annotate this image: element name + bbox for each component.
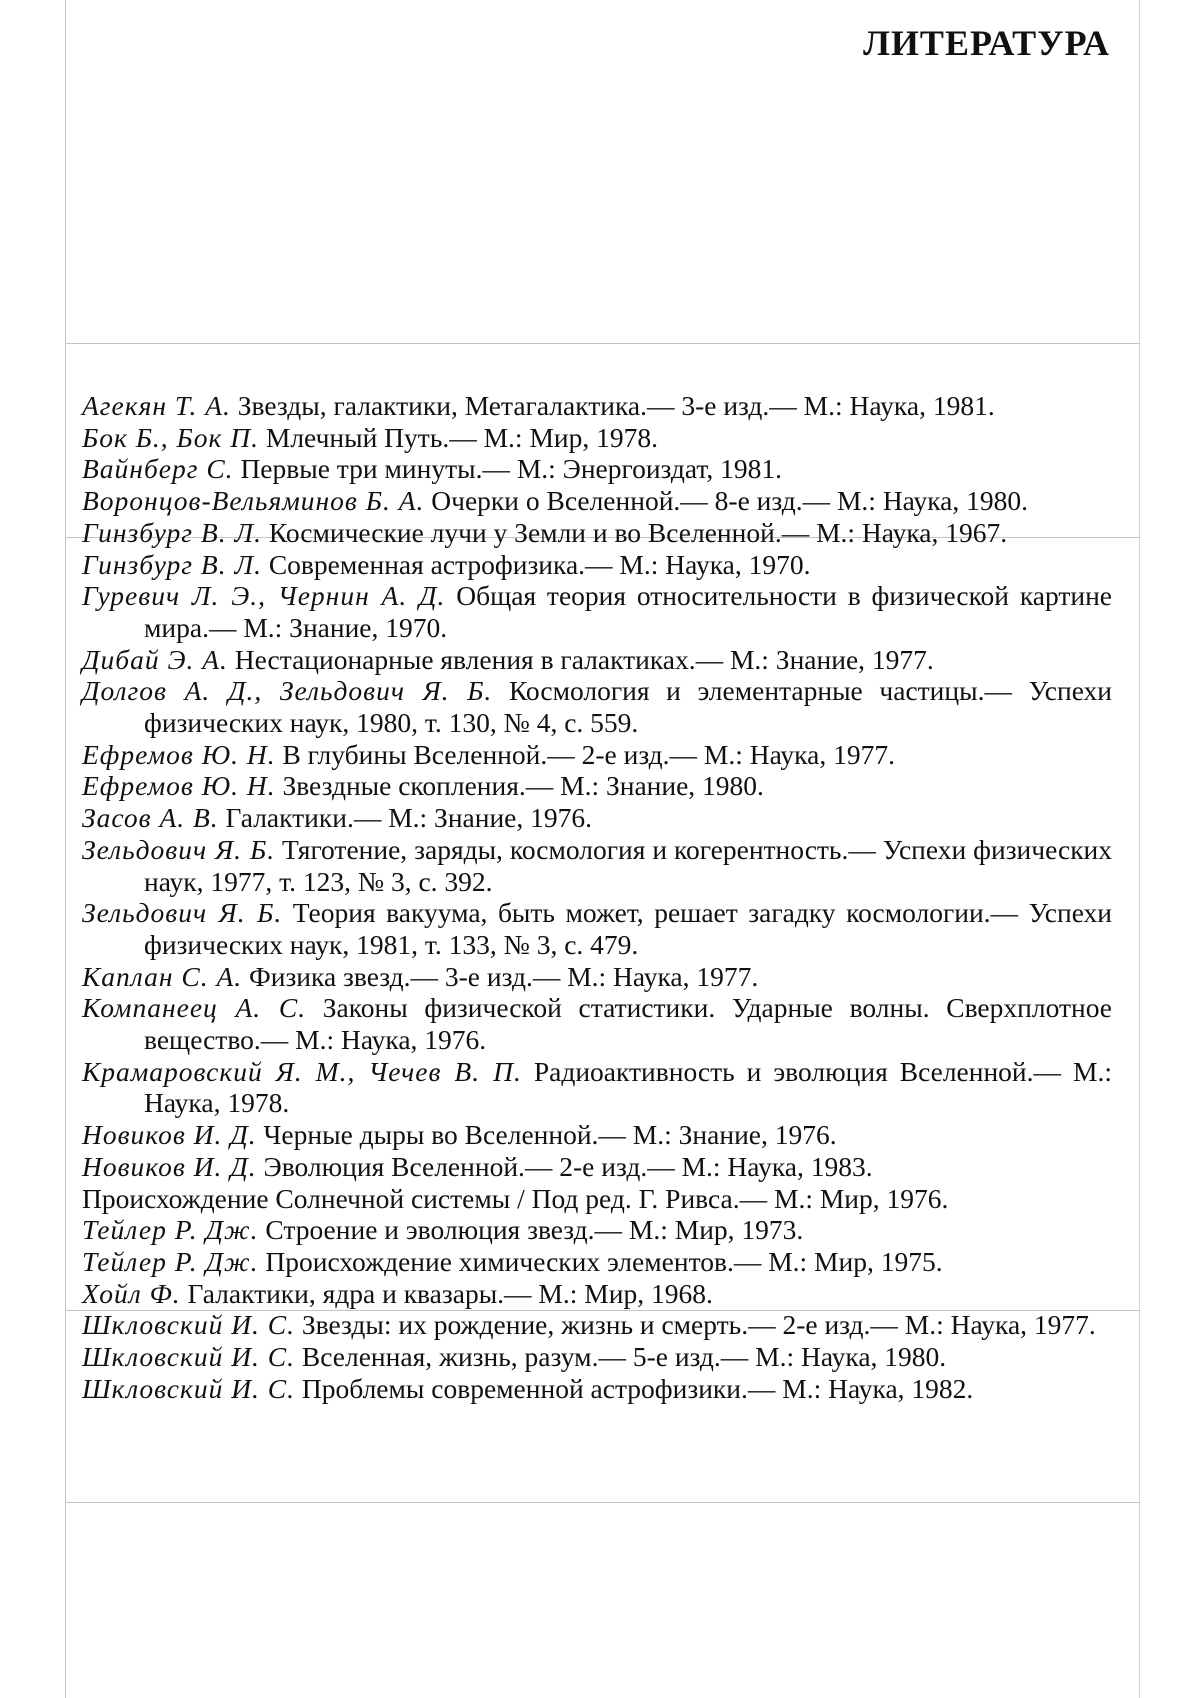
reference-text: Тяготение, заряды, космология и когерентность.— Успехи физических наук, 1977, т. 123, № 3, с. 392. xyxy=(144,833,1113,897)
scan-divider-line xyxy=(65,1502,1140,1503)
reference-text: Радиоактивность и эволюция Вселенной.— М.: Наука, 1978. xyxy=(144,1055,1112,1119)
reference-entry xyxy=(82,802,1112,834)
reference-author: Гинзбург В. Л. xyxy=(82,548,262,580)
reference-author: Новиков И. Д. xyxy=(82,1150,257,1182)
scan-divider-line xyxy=(65,343,1140,344)
reference-entry xyxy=(82,961,1112,993)
reference-text: Общая теория относительности в физической картине мира.— М.: Знание, 1970. xyxy=(144,580,1113,643)
reference-entry xyxy=(82,1373,1112,1405)
reference-text: Космология и элементарные частицы.— Успехи физических наук, 1980, т. 130, № 4, с. 559. xyxy=(144,675,1113,739)
reference-list xyxy=(82,390,1112,1405)
reference-entry xyxy=(82,517,1112,549)
reference-text: Космические лучи у Земли и во Вселенной.— М.: Наука, 1967. xyxy=(268,516,1008,548)
reference-text: Черные дыры во Вселенной.— М.: Знание, 1976. xyxy=(263,1119,837,1151)
reference-text: Нестационарные явления в галактиках.— М.: Знание, 1977. xyxy=(234,643,934,675)
reference-text: Млечный Путь.— М.: Мир, 1978. xyxy=(265,421,658,453)
reference-entry xyxy=(82,1151,1112,1183)
reference-entry xyxy=(82,644,1112,676)
reference-author: Гинзбург В. Л. xyxy=(82,516,262,548)
reference-author: Засов А. В. xyxy=(82,802,219,834)
reference-text: Происхождение Солнечной системы / Под ред. Г. Ривса.— М.: Мир, 1976. xyxy=(82,1182,949,1214)
reference-author: Ефремов Ю. Н. xyxy=(82,738,276,770)
reference-author: Воронцов-Вельяминов Б. А. xyxy=(82,485,425,517)
reference-author: Шкловский И. С. xyxy=(82,1341,296,1373)
reference-author: Хойл Ф. xyxy=(82,1277,181,1309)
reference-entry xyxy=(82,485,1112,517)
reference-author: Компанеец А. С. xyxy=(82,992,307,1024)
reference-author: Крамаровский Я. М., Чечев В. П. xyxy=(82,1055,522,1087)
reference-entry xyxy=(82,1119,1112,1151)
reference-author: Вайнберг С. xyxy=(82,453,234,485)
reference-entry xyxy=(82,897,1112,960)
reference-text: Вселенная, жизнь, разум.— 5-е изд.— М.: Наука, 1980. xyxy=(301,1341,947,1373)
reference-author: Долгов А. Д., Зельдович Я. Б. xyxy=(82,675,493,707)
reference-entry xyxy=(82,390,1112,422)
reference-author: Шкловский И. С. xyxy=(82,1372,296,1404)
reference-author: Новиков И. Д. xyxy=(82,1119,257,1151)
reference-text: Звезды: их рождение, жизнь и смерть.— 2-е изд.— М.: Наука, 1977. xyxy=(301,1309,1096,1341)
reference-entry xyxy=(82,422,1112,454)
reference-text: Галактики.— М.: Знание, 1976. xyxy=(225,802,593,834)
reference-author: Дибай Э. А. xyxy=(82,643,228,675)
reference-entry xyxy=(82,1214,1112,1246)
reference-text: Строение и эволюция звезд.— М.: Мир, 1973. xyxy=(265,1214,804,1246)
reference-entry xyxy=(82,1341,1112,1373)
page-title: ЛИТЕРАТУРА xyxy=(863,23,1110,63)
reference-entry xyxy=(82,770,1112,802)
reference-entry xyxy=(82,1278,1112,1310)
page-border-right xyxy=(1139,0,1140,1698)
reference-entry xyxy=(82,1309,1112,1341)
reference-entry xyxy=(82,675,1112,738)
reference-entry xyxy=(82,1246,1112,1278)
reference-text: Первые три минуты.— М.: Энергоиздат, 1981. xyxy=(240,453,782,485)
reference-author: Бок Б., Бок П. xyxy=(82,421,259,453)
reference-text: Проблемы современной астрофизики.— М.: Наука, 1982. xyxy=(301,1372,974,1404)
reference-author: Зельдович Я. Б. xyxy=(82,897,283,929)
reference-entry xyxy=(82,992,1112,1055)
reference-author: Агекян Т. А. xyxy=(82,390,231,421)
reference-text: В глубины Вселенной.— 2-е изд.— М.: Наука, 1977. xyxy=(282,738,895,770)
reference-text: Физика звезд.— 3-е изд.— М.: Наука, 1977. xyxy=(249,960,759,992)
reference-text: Галактики, ядра и квазары.— М.: Мир, 1968. xyxy=(187,1277,713,1309)
reference-author: Каплан С. А. xyxy=(82,960,243,992)
reference-text: Современная астрофизика.— М.: Наука, 1970. xyxy=(268,548,811,580)
reference-text: Очерки о Вселенной.— 8-е изд.— М.: Наука, 1980. xyxy=(431,485,1029,517)
reference-entry xyxy=(82,453,1112,485)
reference-entry xyxy=(82,580,1112,643)
reference-author: Ефремов Ю. Н. xyxy=(82,770,276,802)
reference-author: Тейлер Р. Дж. xyxy=(82,1245,259,1277)
reference-text: Звезды, галактики, Метагалактика.— 3-е изд.— М.: Наука, 1981. xyxy=(237,390,995,421)
reference-entry xyxy=(82,549,1112,581)
reference-text: Теория вакуума, быть может, решает загадку космологии.— Успехи физических наук, 1981, т. 133, № 3, с. 479. xyxy=(144,897,1113,960)
reference-author: Гуревич Л. Э., Чернин А. Д. xyxy=(82,580,446,612)
page-border-left xyxy=(65,0,66,1698)
reference-text: Происхождение химических элементов.— М.: Мир, 1975. xyxy=(265,1245,943,1277)
reference-author: Шкловский И. С. xyxy=(82,1309,296,1341)
reference-text: Звездные скопления.— М.: Знание, 1980. xyxy=(282,770,764,802)
reference-text: Законы физической статистики. Ударные волны. Сверхплотное вещество.— М.: Наука, 1976. xyxy=(144,992,1112,1056)
reference-text: Эволюция Вселенной.— 2-е изд.— М.: Наука, 1983. xyxy=(263,1150,873,1182)
reference-author: Зельдович Я. Б. xyxy=(82,833,276,865)
reference-author: Тейлер Р. Дж. xyxy=(82,1214,259,1246)
reference-entry xyxy=(82,1056,1112,1119)
reference-entry xyxy=(82,739,1112,771)
reference-entry xyxy=(82,834,1112,897)
reference-entry xyxy=(82,1183,1112,1215)
